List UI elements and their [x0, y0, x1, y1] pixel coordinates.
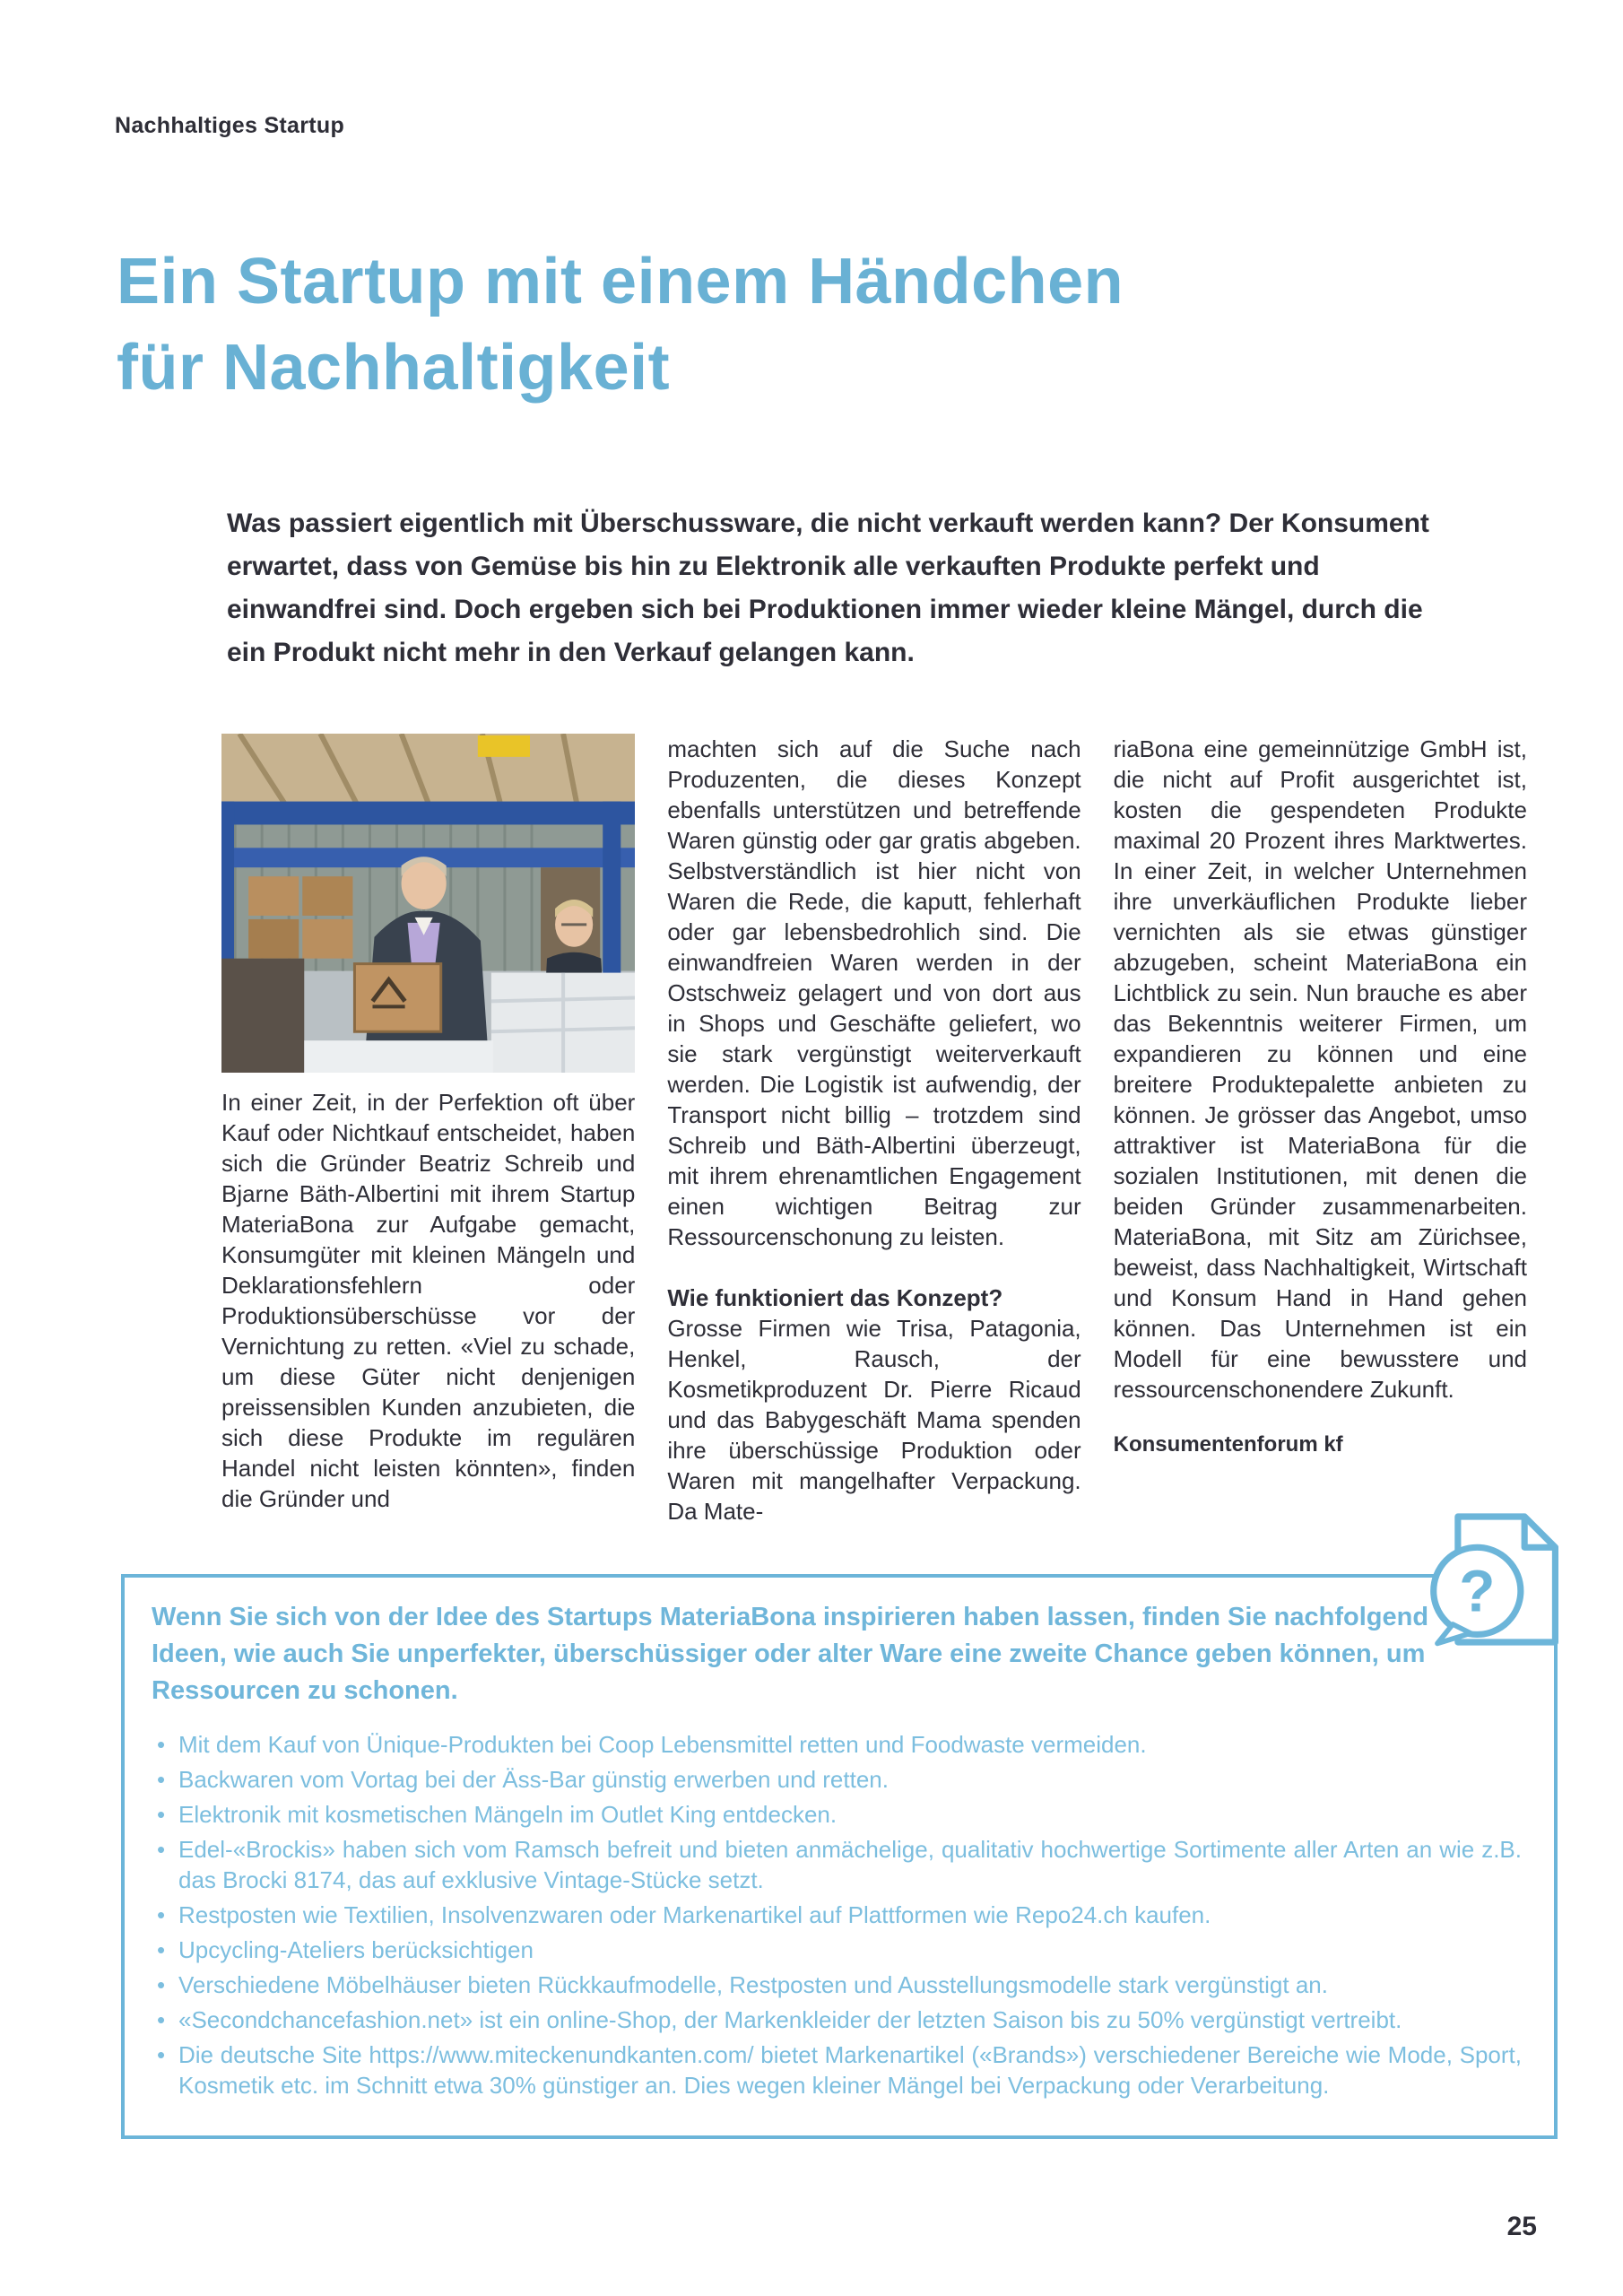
list-item: • «Secondchancefashion.net» ist ein online-Shop, der Markenkleider der letzten Saison bis zu 50% vergünstigt vertreibt. — [152, 2005, 1522, 2035]
infobox-bullet-list — [152, 1729, 1522, 2100]
article-paragraph-3: Grosse Firmen wie Trisa, Patagonia, Henkel, Rausch, der Kosmetikproduzent Dr. Pierre Ricaud und das Babygeschäft Mama spenden ihre überschüssige Produktion oder Waren mit mangelhafter Verpackung. Da Mate- — [667, 1315, 1081, 1525]
article-subheading: Wie funktioniert das Konzept? — [667, 1284, 1003, 1311]
page-title-line1: Ein Startup mit einem Händchen — [117, 246, 1124, 317]
list-item: • Restposten wie Textilien, Insolvenzwaren oder Markenartikel auf Plattformen wie Repo24.ch kaufen. — [152, 1900, 1522, 1930]
article-paragraph-4: riaBona eine gemeinnützige GmbH ist, die nicht auf Profit ausgerichtet ist, kosten die gespendeten Produkte maximal 20 Prozent ihres Marktwertes. In einer Zeit, in welcher Unternehmen ihre unverkäuflichen Produkte lieber vernichten als sie etwas günstiger abzugeben, scheint MateriaBona ein Lichtblick zu sein. Nun brauche es aber das Bekenntnis weiterer Firmen, um expandieren zu können und eine breitere Produktepalette anbieten zu können. Je grösser das Angebot, umso attraktiver ist MateriaBona für die sozialen Institutionen, mit denen die beiden Gründer zusammenarbeiten. MateriaBona, mit Sitz am Zürichsee, beweist, dass Nachhaltigkeit, Wirtschaft und Konsum Hand in Hand gehen können. Das Unternehmen ist ein Modell für eine bewusstere und ressourcenschonendere Zukunft. — [1113, 735, 1527, 1403]
page-number: 25 — [1506, 2212, 1537, 2241]
article-column-3 — [1114, 734, 1527, 1526]
list-item: • Verschiedene Möbelhäuser bieten Rückkaufmodelle, Restposten und Ausstellungsmodelle stark vergünstigt an. — [152, 1970, 1522, 2000]
article-paragraph-1: In einer Zeit, in der Perfektion oft über Kauf oder Nichtkauf entscheidet, haben sich die Gründer Beatriz Schreib und Bjarne Bäth-Albertini mit ihrem Startup MateriaBona zur Aufgabe gemacht, Konsumgüter mit kleinen Mängeln und Deklarationsfehlern oder Produktionsüberschüsse vor der Vernichtung zu retten. «Viel zu schade, um diese Güter nicht denjenigen preissensiblen Kunden anzubieten, die sich diese Produkte im regulären Handel nicht leisten könnten», finden die Gründer und — [221, 1089, 636, 1512]
question-document-icon — [1419, 1511, 1563, 1648]
page-title — [117, 239, 1124, 411]
article-column-2 — [667, 734, 1081, 1526]
list-item: • Elektronik mit kosmetischen Mängeln im Outlet King entdecken. — [152, 1799, 1522, 1830]
list-item: • Mit dem Kauf von Ünique-Produkten bei Coop Lebensmittel retten und Foodwaste vermeiden. — [152, 1729, 1522, 1760]
list-item: • Die deutsche Site https://www.miteckenundkanten.com/ bietet Markenartikel («Brands») verschiedener Bereiche wie Mode, Sport, Kosmetik etc. im Schnitt etwa 30% günstiger an. Dies wegen kleiner Mängel bei Verpackung oder Verarbeitung. — [152, 2039, 1522, 2100]
article-photo — [221, 734, 635, 1073]
kicker: Nachhaltiges Startup — [115, 113, 345, 138]
article-paragraph-2: machten sich auf die Suche nach Produzenten, die dieses Konzept ebenfalls unterstützen und betreffende Waren günstig oder gar gratis abgeben. Selbstverständlich ist hier nicht von Waren die Rede, die kaputt, fehlerhaft oder gar lebensbedrohlich sind. Die einwandfreien Waren werden in der Ostschweiz gelagert und von dort aus in Shops und Geschäfte geliefert, wo sie stark vergünstigt weiterverkauft werden. Die Logistik ist aufwendig, der Transport nicht billig – trotzdem sind Schreib und Bäth-Albertini überzeugt, mit ihrem ehrenamtlichen Engagement einen wichtigen Beitrag zur Ressourcenschonung zu leisten. — [667, 735, 1081, 1250]
list-item: • Upcycling-Ateliers berücksichtigen — [152, 1935, 1522, 1965]
infobox-intro: Wenn Sie sich von der Idee des Startups MateriaBona inspirieren haben lassen, finden Sie nachfolgend Ideen, wie auch Sie unperfekter, überschüssiger oder alter Ware eine zweite Chance geben können, um Ressourcen zu schonen. — [152, 1603, 1429, 1705]
tips-infobox — [121, 1558, 1558, 2139]
svg-text:?: ? — [1459, 1558, 1496, 1624]
list-item: • Backwaren vom Vortag bei der Äss-Bar günstig erwerben und retten. — [152, 1764, 1522, 1795]
list-item: • Edel-«Brockis» haben sich vom Ramsch befreit und bieten anmächelige, qualitativ hochwertige Sortimente aller Arten an wie z.B. das Brocki 8174, das auf exklusive Vintage-Stücke setzt. — [152, 1834, 1522, 1895]
article-body — [221, 734, 1527, 1526]
article-column-1 — [221, 734, 635, 1526]
article-byline: Konsumentenforum kf — [1113, 1432, 1343, 1457]
warehouse-photo-illustration — [221, 734, 635, 1073]
lead-paragraph: Was passiert eigentlich mit Überschussware, die nicht verkauft werden kann? Der Konsument erwartet, dass von Gemüse bis hin zu Elektronik alle verkauften Produkte perfekt und einwandfrei sind. Doch ergeben sich bei Produktionen immer wieder kleine Mängel, durch die ein Produkt nicht mehr in den Verkauf gelangen kann. — [227, 509, 1429, 667]
page-title-line2: für Nachhaltigkeit — [117, 332, 671, 404]
